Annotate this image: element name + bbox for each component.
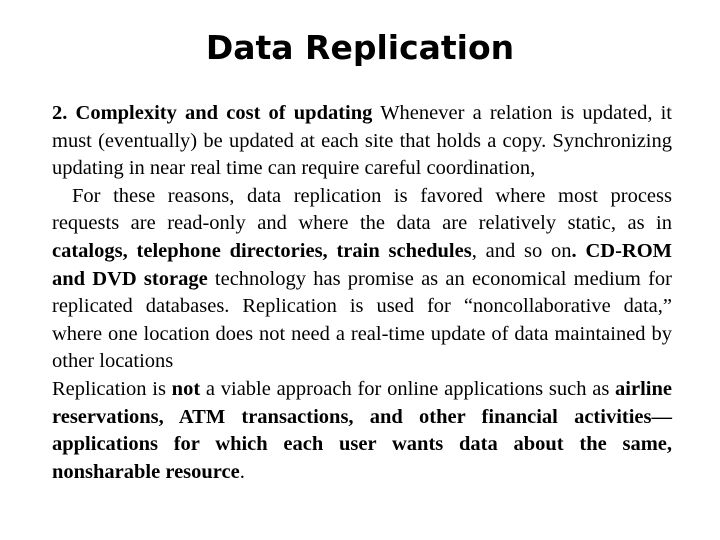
paragraph-text: Whenever a relation is updated, it must (eventually) be updated at each site that holds a copy. Synchronizing updating in near real time can require careful coordination, [52, 102, 672, 180]
paragraph-text: Replication is [52, 377, 172, 400]
bold-not: not [171, 377, 201, 400]
paragraph-replication-not-viable [52, 376, 672, 486]
paragraph-complexity-cost [52, 100, 672, 183]
paragraph-text: For these reasons, data replication is favored where most process requests are read-only and where the data are relatively static, as in [52, 184, 672, 235]
paragraph-text: . [239, 460, 245, 483]
bold-examples: catalogs, telephone directories, train schedules [52, 239, 472, 262]
paragraph-text: , and so on [471, 239, 572, 262]
paragraph-heading: 2. Complexity and cost of updating [52, 102, 373, 124]
slide-body [52, 100, 672, 486]
paragraph-replication-favored [52, 183, 672, 376]
slide-title: Data Replication [205, 28, 515, 67]
paragraph-text: a viable approach for online applications such as [200, 377, 616, 400]
bold-online-applications: airline reservations, ATM transactions, and other financial activities—applications for which each user wants data about the same, nonsharable resource [52, 377, 672, 483]
bold-storage-technology: . CD-ROM and DVD storage [52, 239, 673, 290]
paragraph-text: technology has promise as an economical medium for replicated databases. Replication is used for “noncollaborative data,” where one location does not need a real-time update of data maintained by other locations [52, 267, 672, 373]
